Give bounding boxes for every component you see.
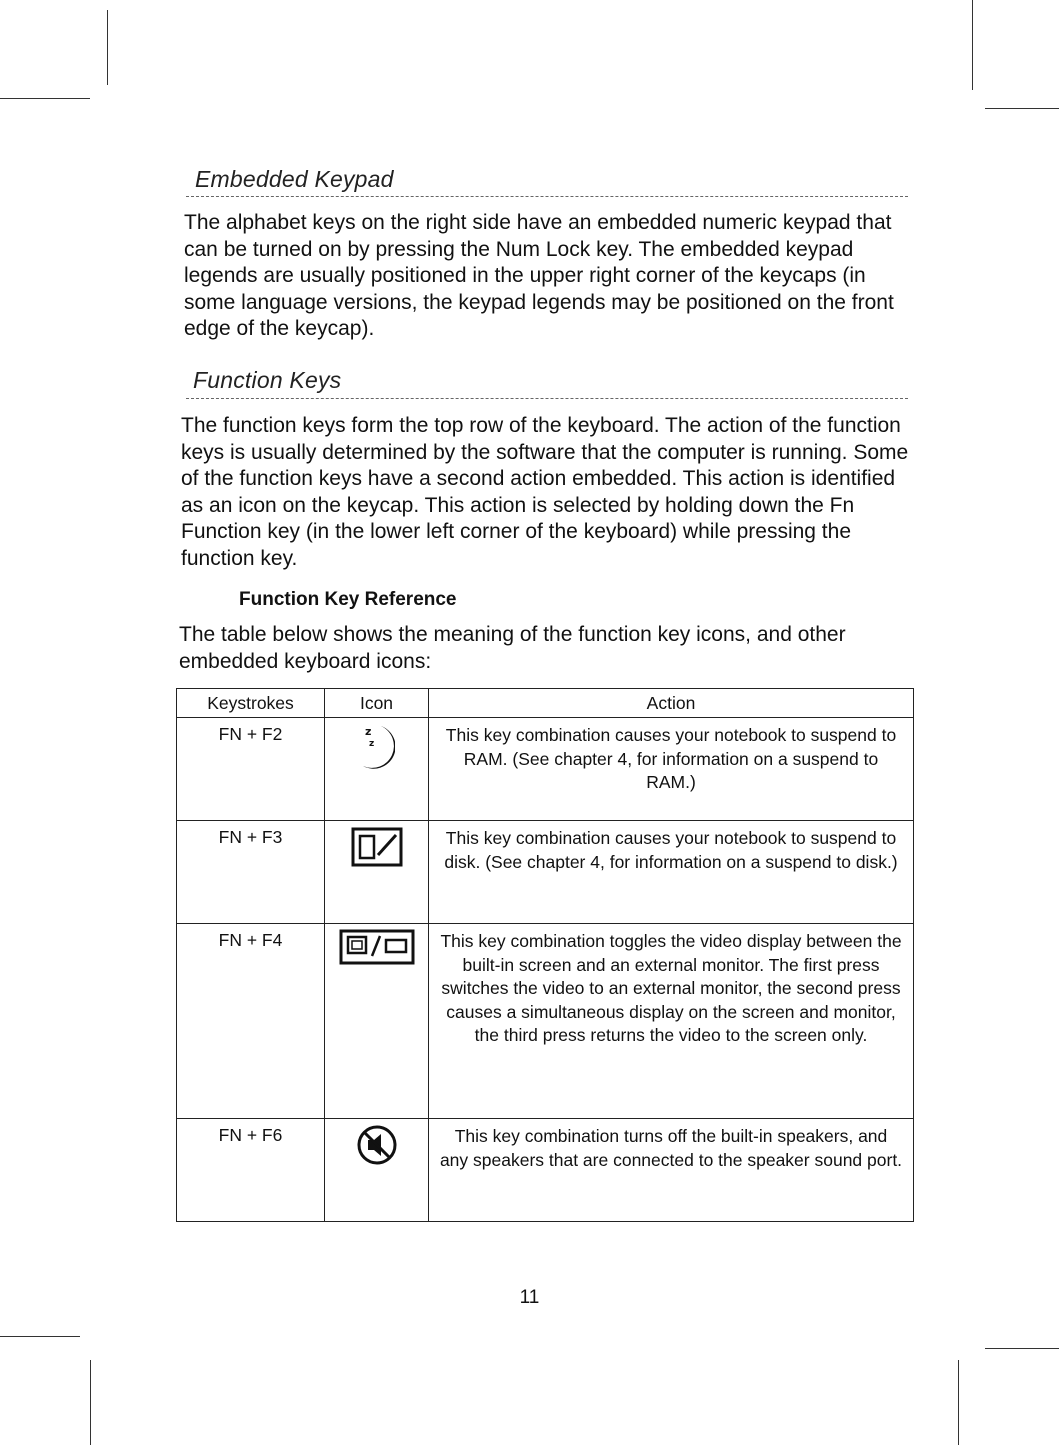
function-key-reference-intro: The table below shows the meaning of the function key icons, and other embedded keyboard icons:: [179, 623, 846, 673]
keystroke-cell: FN + F3: [177, 821, 325, 924]
crop-mark: [0, 1336, 80, 1337]
page-number: 11: [519, 1287, 540, 1308]
crop-mark: [90, 1360, 91, 1445]
column-header-keystrokes: Keystrokes: [177, 689, 325, 718]
paragraph-function-keys: The function keys form the top row of the keyboard. The action of the function keys is usually determined by the software that the computer is running. Some of the function keys have a second action embedded. This action is identified as an icon on the keycap. This action is selected by holding down the Fn Function key (in the lower left corner of the keyboard) while pressing the function key.: [181, 414, 909, 570]
function-key-reference-title: Function Key Reference: [239, 589, 457, 610]
section-rule: [186, 398, 908, 399]
suspend-to-ram-moon-icon: [359, 722, 395, 774]
suspend-to-disk-icon: [350, 825, 404, 869]
crop-mark: [985, 1348, 1059, 1349]
function-key-table: [176, 688, 914, 1222]
action-cell: This key combination turns off the built-in speakers, and any speakers that are connected to the speaker sound port.: [429, 1119, 914, 1222]
column-header-icon: Icon: [325, 689, 429, 718]
crop-mark: [972, 0, 973, 90]
icon-cell: [325, 1119, 429, 1222]
section-rule: [186, 196, 908, 197]
crop-mark: [107, 10, 108, 85]
icon-cell: [325, 821, 429, 924]
section-heading-function-keys: Function Keys: [193, 367, 342, 393]
table-row: [177, 821, 914, 924]
column-header-action: Action: [429, 689, 914, 718]
action-cell: This key combination causes your notebook to suspend to RAM. (See chapter 4, for information on a suspend to RAM.): [429, 718, 914, 821]
icon-cell: [325, 924, 429, 1119]
crop-mark: [958, 1360, 959, 1445]
action-cell: This key combination causes your notebook to suspend to disk. (See chapter 4, for information on a suspend to disk.): [429, 821, 914, 924]
keystroke-cell: FN + F4: [177, 924, 325, 1119]
section-heading-embedded-keypad: Embedded Keypad: [195, 166, 394, 192]
speaker-mute-icon: [355, 1123, 399, 1167]
crop-mark: [0, 98, 90, 99]
table-header-row: [177, 689, 914, 718]
table-row: [177, 924, 914, 1119]
keystroke-cell: FN + F2: [177, 718, 325, 821]
icon-cell: [325, 718, 429, 821]
action-cell: This key combination toggles the video display between the built-in screen and an external monitor. The first press switches the video to an external monitor, the second press causes a simultaneous display on the screen and monitor, the third press returns the video to the screen only.: [429, 924, 914, 1119]
table-row: [177, 1119, 914, 1222]
svg-text:z: z: [364, 725, 371, 738]
paragraph-embedded-keypad: The alphabet keys on the right side have an embedded numeric keypad that can be turned on by pressing the Num Lock key. The embedded keypad legends are usually positioned in the upper right corner of the keycaps (in some language versions, the keypad legends may be positioned on the front edge of the keycap).: [184, 211, 894, 340]
display-toggle-icon: [339, 928, 415, 966]
keystroke-cell: FN + F6: [177, 1119, 325, 1222]
crop-mark: [985, 108, 1059, 109]
svg-text:z: z: [368, 739, 374, 749]
table-row: [177, 718, 914, 821]
